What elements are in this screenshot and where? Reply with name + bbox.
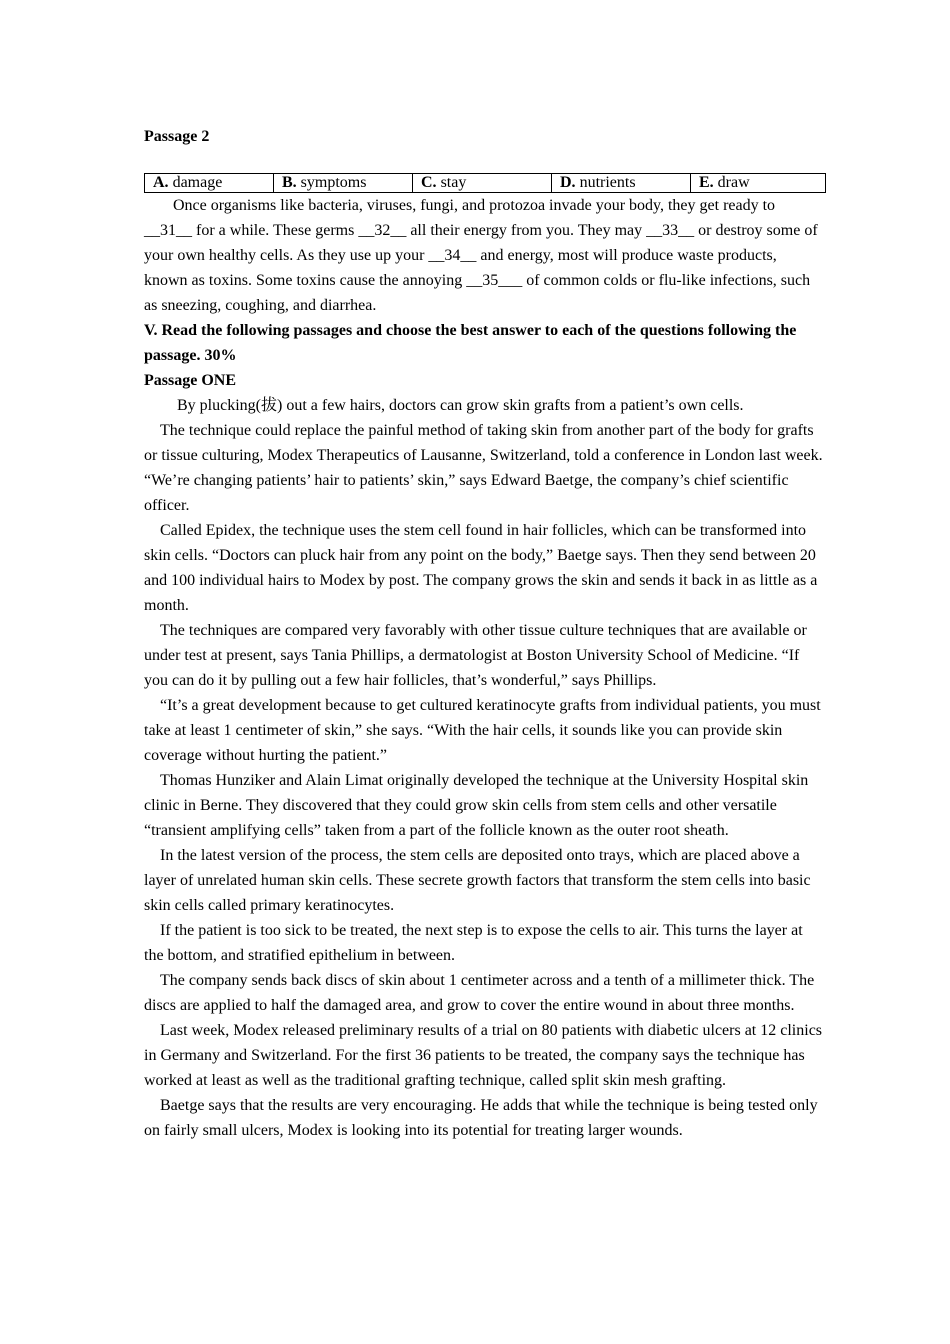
passage-one-paragraph: The company sends back discs of skin about 1 centimeter across and a tenth of a millimeter thick. The discs are applied to half the damaged area, and grow to cover the entire wound in about three months. [144, 972, 815, 1014]
passage-2-cloze-paragraph: Once organisms like bacteria, viruses, fungi, and protozoa invade your body, they get ready to __31__ for a while. These germs __32__ all their energy from you. They may __33__ or destroy some of your own healthy cells. As they use up your __34__ and energy, most will produce waste products, known as toxins. Some toxins cause the annoying __35___ of common colds or flu-like infections, such as sneezing, coughing, and diarrhea. [144, 197, 818, 314]
passage-one-paragraph: “It’s a great development because to get cultured keratinocyte grafts from individual patients, you must take at least 1 centimeter of skin,” she says. “With the hair cells, it sounds like you can provide skin coverage without hurting the patient.” [144, 697, 821, 764]
word-bank-table [144, 173, 826, 193]
document-page [144, 124, 824, 1143]
passage-2-title: Passage 2 [144, 128, 210, 145]
word-bank-row [145, 174, 826, 193]
word-bank-option-a: A. damage [145, 174, 274, 193]
passage-one-paragraph: Called Epidex, the technique uses the stem cell found in hair follicles, which can be transformed into skin cells. “Doctors can pluck hair from any point on the body,” Baetge says. Then they send between 20 and 100 individual hairs to Modex by post. The company grows the skin and sends it back in as little as a month. [144, 522, 818, 614]
passage-one-title: Passage ONE [144, 372, 236, 389]
passage-one-paragraph: The technique could replace the painful method of taking skin from another part of the body for grafts or tissue culturing, Modex Therapeutics of Lausanne, Switzerland, told a conference in London last week. “We’re changing patients’ hair to patients’ skin,” says Edward Baetge, the company’s chief scientific officer. [144, 422, 823, 514]
passage-one-paragraph: Baetge says that the results are very encouraging. He adds that while the technique is being tested only on fairly small ulcers, Modex is looking into its potential for treating larger wounds. [144, 1097, 818, 1139]
word-bank-option-b: B. symptoms [274, 174, 413, 193]
word-bank-option-c: C. stay [413, 174, 552, 193]
word-bank-option-d: D. nutrients [552, 174, 691, 193]
passage-one-paragraph: Thomas Hunziker and Alain Limat originally developed the technique at the University Hospital skin clinic in Berne. They discovered that they could grow skin cells from stem cells and other versatile “transient amplifying cells” taken from a part of the follicle known as the outer root sheath. [144, 772, 809, 839]
passage-one-paragraph: Last week, Modex released preliminary results of a trial on 80 patients with diabetic ulcers at 12 clinics in Germany and Switzerland. For the first 36 patients to be treated, the company says the technique has worked at least as well as the traditional grafting technique, called split skin mesh grafting. [144, 1022, 823, 1089]
passage-one-paragraph: In the latest version of the process, the stem cells are deposited onto trays, which are placed above a layer of unrelated human skin cells. These secrete growth factors that transform the stem cells into basic skin cells called primary keratinocytes. [144, 847, 811, 914]
section-v-heading: V. Read the following passages and choose the best answer to each of the questions following the passage. 30% [144, 322, 797, 364]
word-bank-option-e: E. draw [691, 174, 826, 193]
passage-one-paragraph: If the patient is too sick to be treated, the next step is to expose the cells to air. This turns the layer at the bottom, and stratified epithelium in between. [144, 922, 803, 964]
passage-one-paragraph: The techniques are compared very favorably with other tissue culture techniques that are available or under test at present, says Tania Phillips, a dermatologist at Boston University School of Medicine. “If you can do it by pulling out a few hair follicles, that’s wonderful,” says Phillips. [144, 622, 807, 689]
passage-one-paragraph: By plucking(拔) out a few hairs, doctors can grow skin grafts from a patient’s own cells. [177, 397, 744, 414]
